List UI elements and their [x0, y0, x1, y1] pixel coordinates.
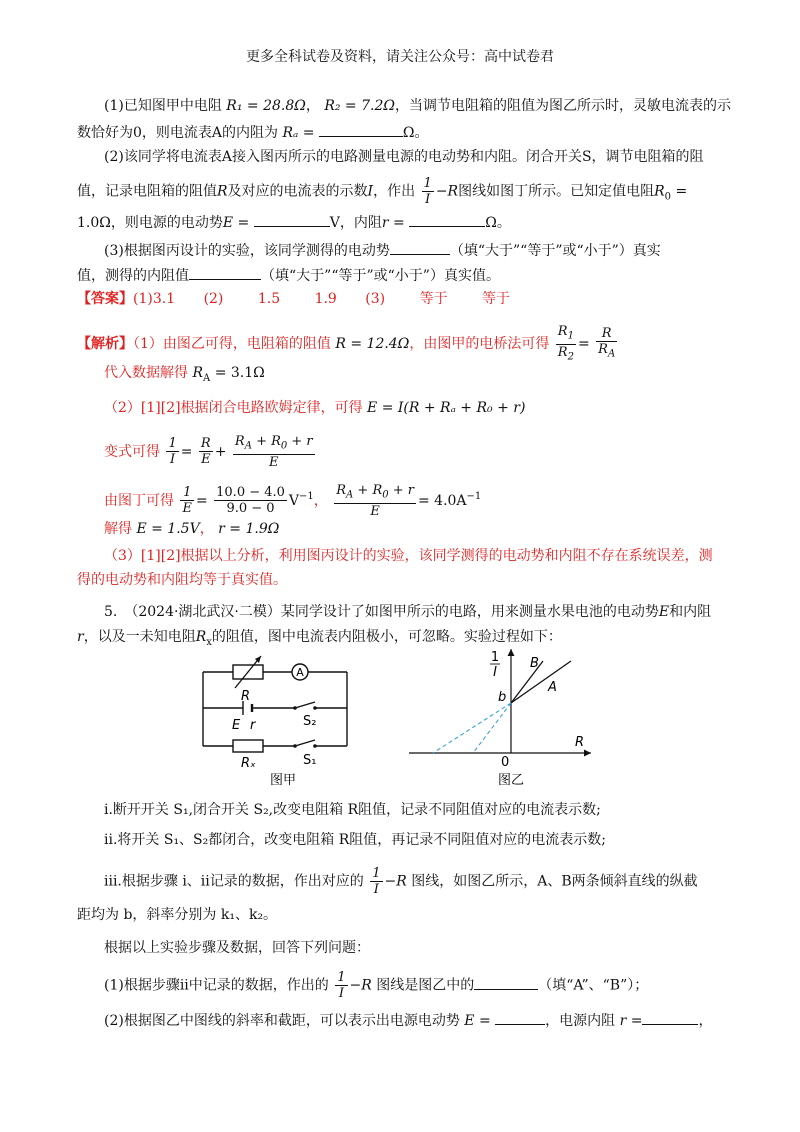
svg-text:I: I	[493, 665, 497, 680]
answer-blank[interactable]	[189, 265, 261, 280]
circuit-diagram	[195, 650, 365, 790]
svg-text:R: R	[241, 689, 251, 704]
q2-line2: 值，记录电阻箱的阻值R及对应的电流表的示数I，作出 $\frac{1}{I}$ −R图线如图丁所示。已知定值电阻$R_0$ =	[77, 176, 688, 207]
q2-line1: (2)该同学将电流表A接入图丙所示的电路测量电源的电动势和内阻。闭合开关S，调节电阻箱的阻	[104, 149, 704, 165]
answer-blank[interactable]	[495, 1010, 545, 1025]
step-1: i.断开开关 S₁,闭合开关 S₂,改变电阻箱 R阻值，记录不同阻值对应的电流表示数;	[104, 802, 601, 818]
q3-line2: 值，测得的内阻值 （填“大于”“等于”或“小于”）真实值。	[77, 265, 500, 286]
q2-line3: 1.0Ω，则电源的电动势E = V，内阻r = Ω。	[77, 212, 511, 233]
svg-text:1: 1	[490, 650, 500, 665]
q5-sub2: (2)根据图乙中图线的斜率和截距，可以表示出电源电动势 E = ，电源内阻 r = ，	[104, 1010, 712, 1031]
line-A-extension	[433, 703, 511, 753]
q1-line2: 数恰好为0，则电流表A的内阻为 Rₐ = Ω。	[77, 122, 429, 143]
answer-blank[interactable]	[319, 122, 403, 137]
svg-text:0: 0	[501, 755, 510, 770]
analysis-line3: （2）[1][2]根据闭合电路欧姆定律，可得 E = I(R + Rₐ + R₀ + r)	[104, 400, 526, 416]
svg-text:Rₓ: Rₓ	[241, 756, 256, 771]
analysis-line6: 解得 E = 1.5V， r = 1.9Ω	[104, 521, 280, 537]
q5-line2: r，以及一未知电阻$R_x$的阻值，图中电流表内阻极小，可忽略。实验过程如下：	[77, 629, 562, 648]
step-3-line1: iii.根据步骤 i、ii记录的数据，作出对应的 $\frac{1}{I}$ −R 图线，如图乙所示，A、B两条倾斜直线的纵截	[104, 866, 698, 897]
line-B-extension	[473, 703, 511, 753]
lead-line: 根据以上实验步骤及数据，回答下列问题：	[104, 940, 370, 956]
analysis-line8: 得的电动势和内阻均等于真实值。	[77, 572, 287, 588]
svg-text:B: B	[530, 656, 539, 671]
answer-blank[interactable]	[474, 975, 538, 990]
svg-text:A: A	[296, 666, 304, 679]
svg-text:S₂: S₂	[303, 714, 317, 729]
page-header: 更多全科试卷及资料，请关注公众号：高中试卷君	[246, 49, 554, 65]
svg-text:b: b	[498, 690, 507, 705]
line-A	[511, 661, 571, 703]
analysis-line5: 由图丁可得 $\frac{1}{E}$ = $\frac{10.0 - 4.0}{9.0 - 0}$ $V^{-1}$， $\frac{R_A + R_0 + r}{E}$ = $4.0A^{-1}$	[104, 483, 482, 519]
answer-blank[interactable]	[642, 1010, 698, 1025]
svg-text:S₁: S₁	[303, 753, 317, 768]
q1-r1: R₁ = 28.8Ω	[226, 98, 306, 114]
analysis-line4: 变式可得 $\frac{1}{I}$ = $\frac{R}{E}$ + $\frac{R_A + R_0 + r}{E}$	[104, 434, 313, 470]
svg-text:图乙: 图乙	[498, 773, 525, 788]
answer-line: 【答案】(1)3.1 (2) 1.5 1.9 (3) 等于 等于	[77, 291, 511, 307]
answer-blank[interactable]	[254, 212, 330, 227]
fraction-1-over-I: $\frac{1}{I}$	[423, 176, 432, 207]
svg-text:R: R	[575, 735, 585, 750]
q1-line1: (1)已知图甲中电阻 R₁ = 28.8Ω， R₂ = 7.2Ω，当调节电阻箱的阻值为图乙所示时，灵敏电流表的示	[104, 98, 731, 114]
svg-text:图甲: 图甲	[270, 773, 297, 788]
q5-sub1: (1)根据步骤ii中记录的数据，作出的 $\frac{1}{I}$ −R 图线是图乙中的 （填“A”、“B”）；	[104, 970, 649, 1001]
step-3-line2: 距均为 b，斜率分别为 k₁、k₂。	[77, 907, 278, 923]
resistor-icon	[233, 740, 263, 752]
svg-text:E: E	[232, 718, 241, 733]
answer-blank[interactable]	[409, 212, 485, 227]
q1-r2: R₂ = 7.2Ω	[324, 98, 395, 114]
svg-text:A: A	[548, 680, 557, 695]
analysis-line2: 代入数据解得 $R_A = 3.1\Omega$	[104, 365, 265, 384]
q3-line1: (3)根据图丙设计的实验，该同学测得的电动势 （填“大于”“等于”或“小于”）真实	[104, 240, 661, 261]
svg-text:r: r	[250, 718, 256, 733]
graph-1-over-I-vs-R	[405, 645, 605, 790]
analysis-line1: 【解析】（1）由图乙可得，电阻箱的阻值 R = 12.4Ω，由图甲的电桥法可得 $\frac{R_1}{R_2}$ = $\frac{R}{R_A}$	[77, 324, 616, 363]
answer-blank[interactable]	[390, 240, 450, 255]
analysis-line7: （3）[1][2]根据以上分析，利用图丙设计的实验，该同学测得的电动势和内阻不存在系统误差，测	[104, 548, 713, 564]
q5-line1: 5. （2024·湖北武汉·二模）某同学设计了如图甲所示的电路，用来测量水果电池的电动势E和内阻	[104, 604, 712, 620]
step-2: ii.将开关 S₁、S₂都闭合，改变电阻箱 R阻值，再记录不同阻值对应的电流表示数;	[104, 832, 606, 848]
